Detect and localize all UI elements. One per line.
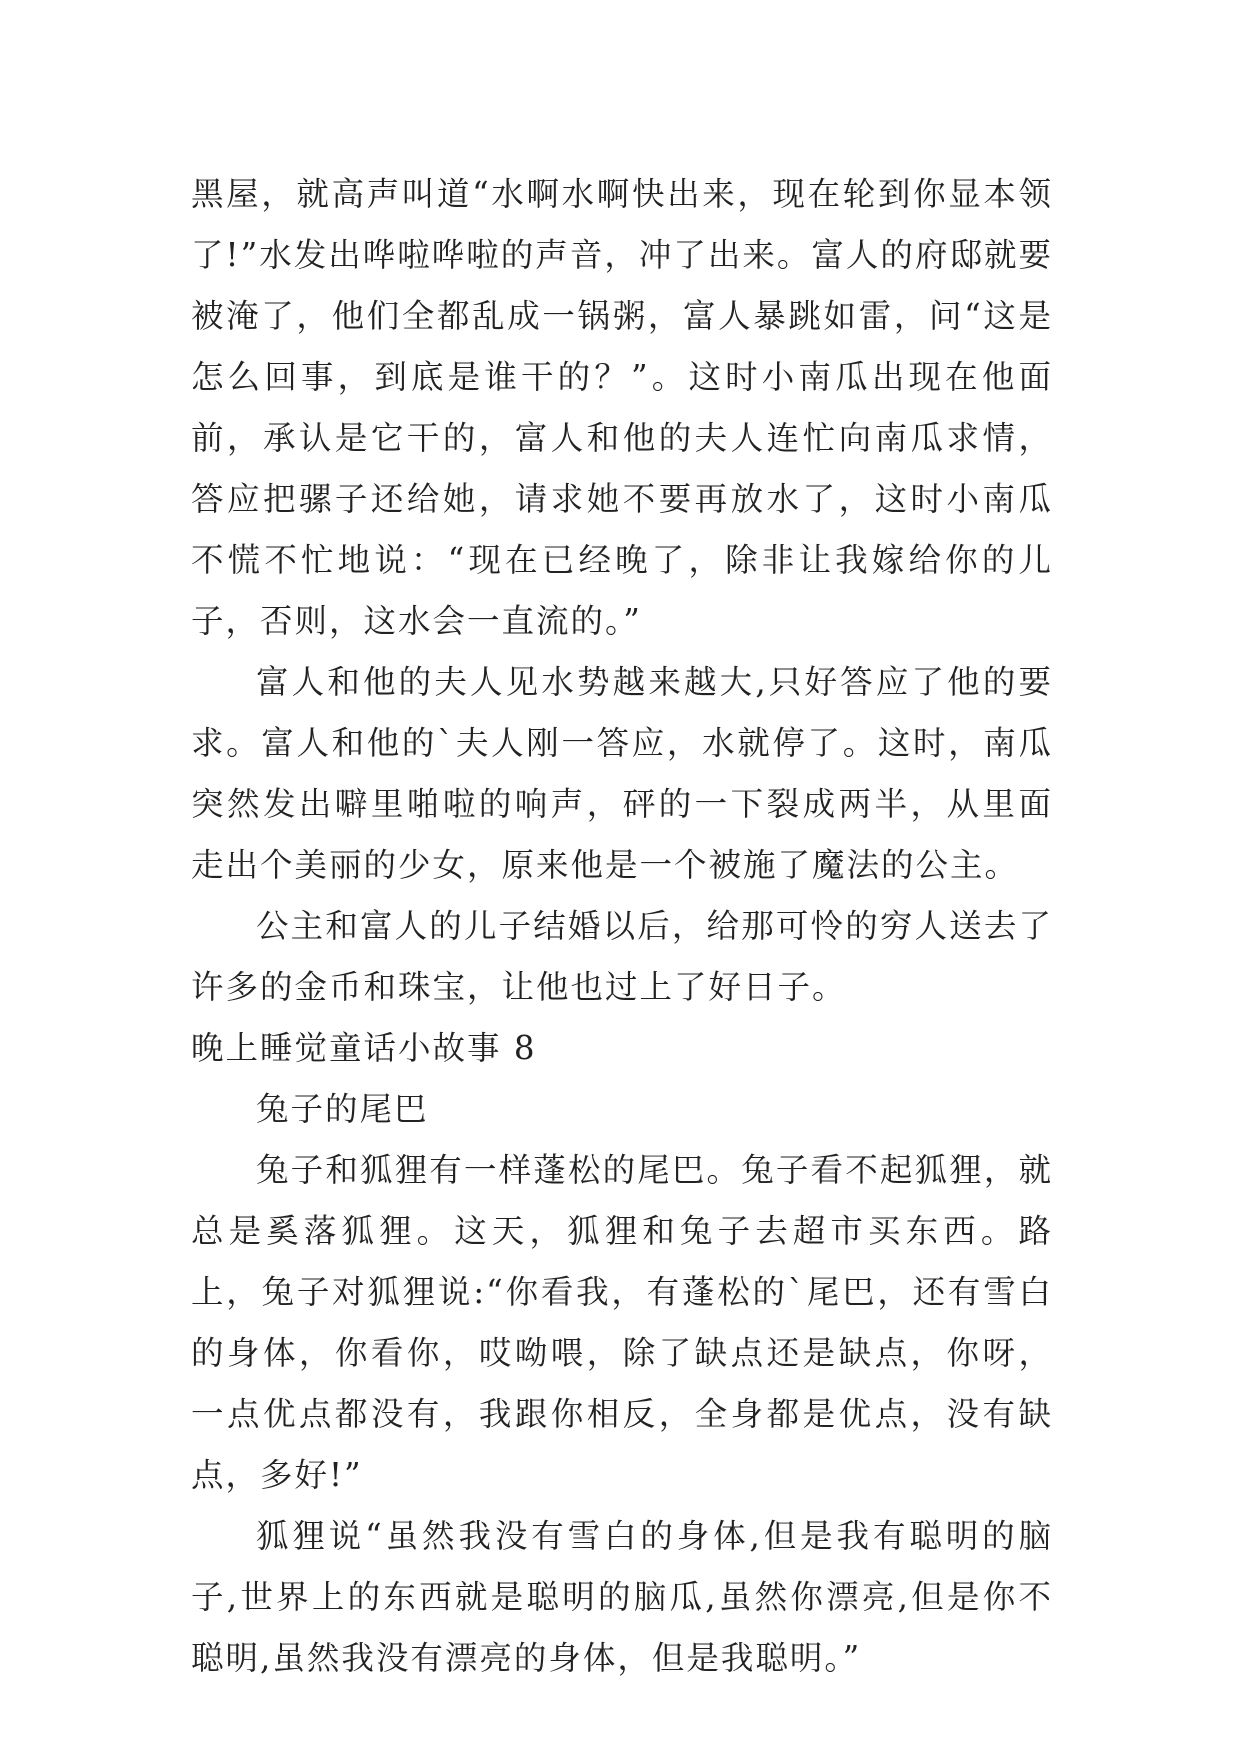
story-paragraph: 富人和他的夫人见水势越来越大,只好答应了他的要求。富人和他的`夫人刚一答应，水就停了。这时，南瓜突然发出噼里啪啦的响声，砰的一下裂成两半，从里面走出个美丽的少女，原来他是一个被施了魔法的公主。 — [191, 663, 1053, 884]
story-title: 兔子的尾巴 — [256, 1090, 429, 1128]
document-body — [191, 164, 1053, 1689]
story-paragraph: 公主和富人的儿子结婚以后，给那可怜的穷人送去了许多的金币和珠宝，让他也过上了好日子。 — [191, 907, 1053, 1006]
section-heading: 晚上睡觉童话小故事 8 — [191, 1029, 537, 1067]
story-paragraph: 兔子和狐狸有一样蓬松的尾巴。兔子看不起狐狸，就总是奚落狐狸。这天，狐狸和兔子去超市买东西。路上，兔子对狐狸说:“你看我，有蓬松的`尾巴，还有雪白的身体，你看你，哎呦喂，除了缺点还是缺点，你呀，一点优点都没有，我跟你相反，全身都是优点，没有缺点，多好!” — [191, 1151, 1053, 1494]
story-paragraph: 狐狸说“虽然我没有雪白的身体,但是我有聪明的脑子,世界上的东西就是聪明的脑瓜,虽然你漂亮,但是你不聪明,虽然我没有漂亮的身体，但是我聪明。” — [191, 1517, 1053, 1677]
story-paragraph: 黑屋，就高声叫道“水啊水啊快出来，现在轮到你显本领了!”水发出哗啦哗啦的声音，冲了出来。富人的府邸就要被淹了，他们全都乱成一锅粥，富人暴跳如雷，问“这是怎么回事，到底是谁干的？”。这时小南瓜出现在他面前，承认是它干的，富人和他的夫人连忙向南瓜求情，答应把骡子还给她，请求她不要再放水了，这时小南瓜不慌不忙地说：“现在已经晚了，除非让我嫁给你的儿子，否则，这水会一直流的。” — [191, 175, 1053, 640]
